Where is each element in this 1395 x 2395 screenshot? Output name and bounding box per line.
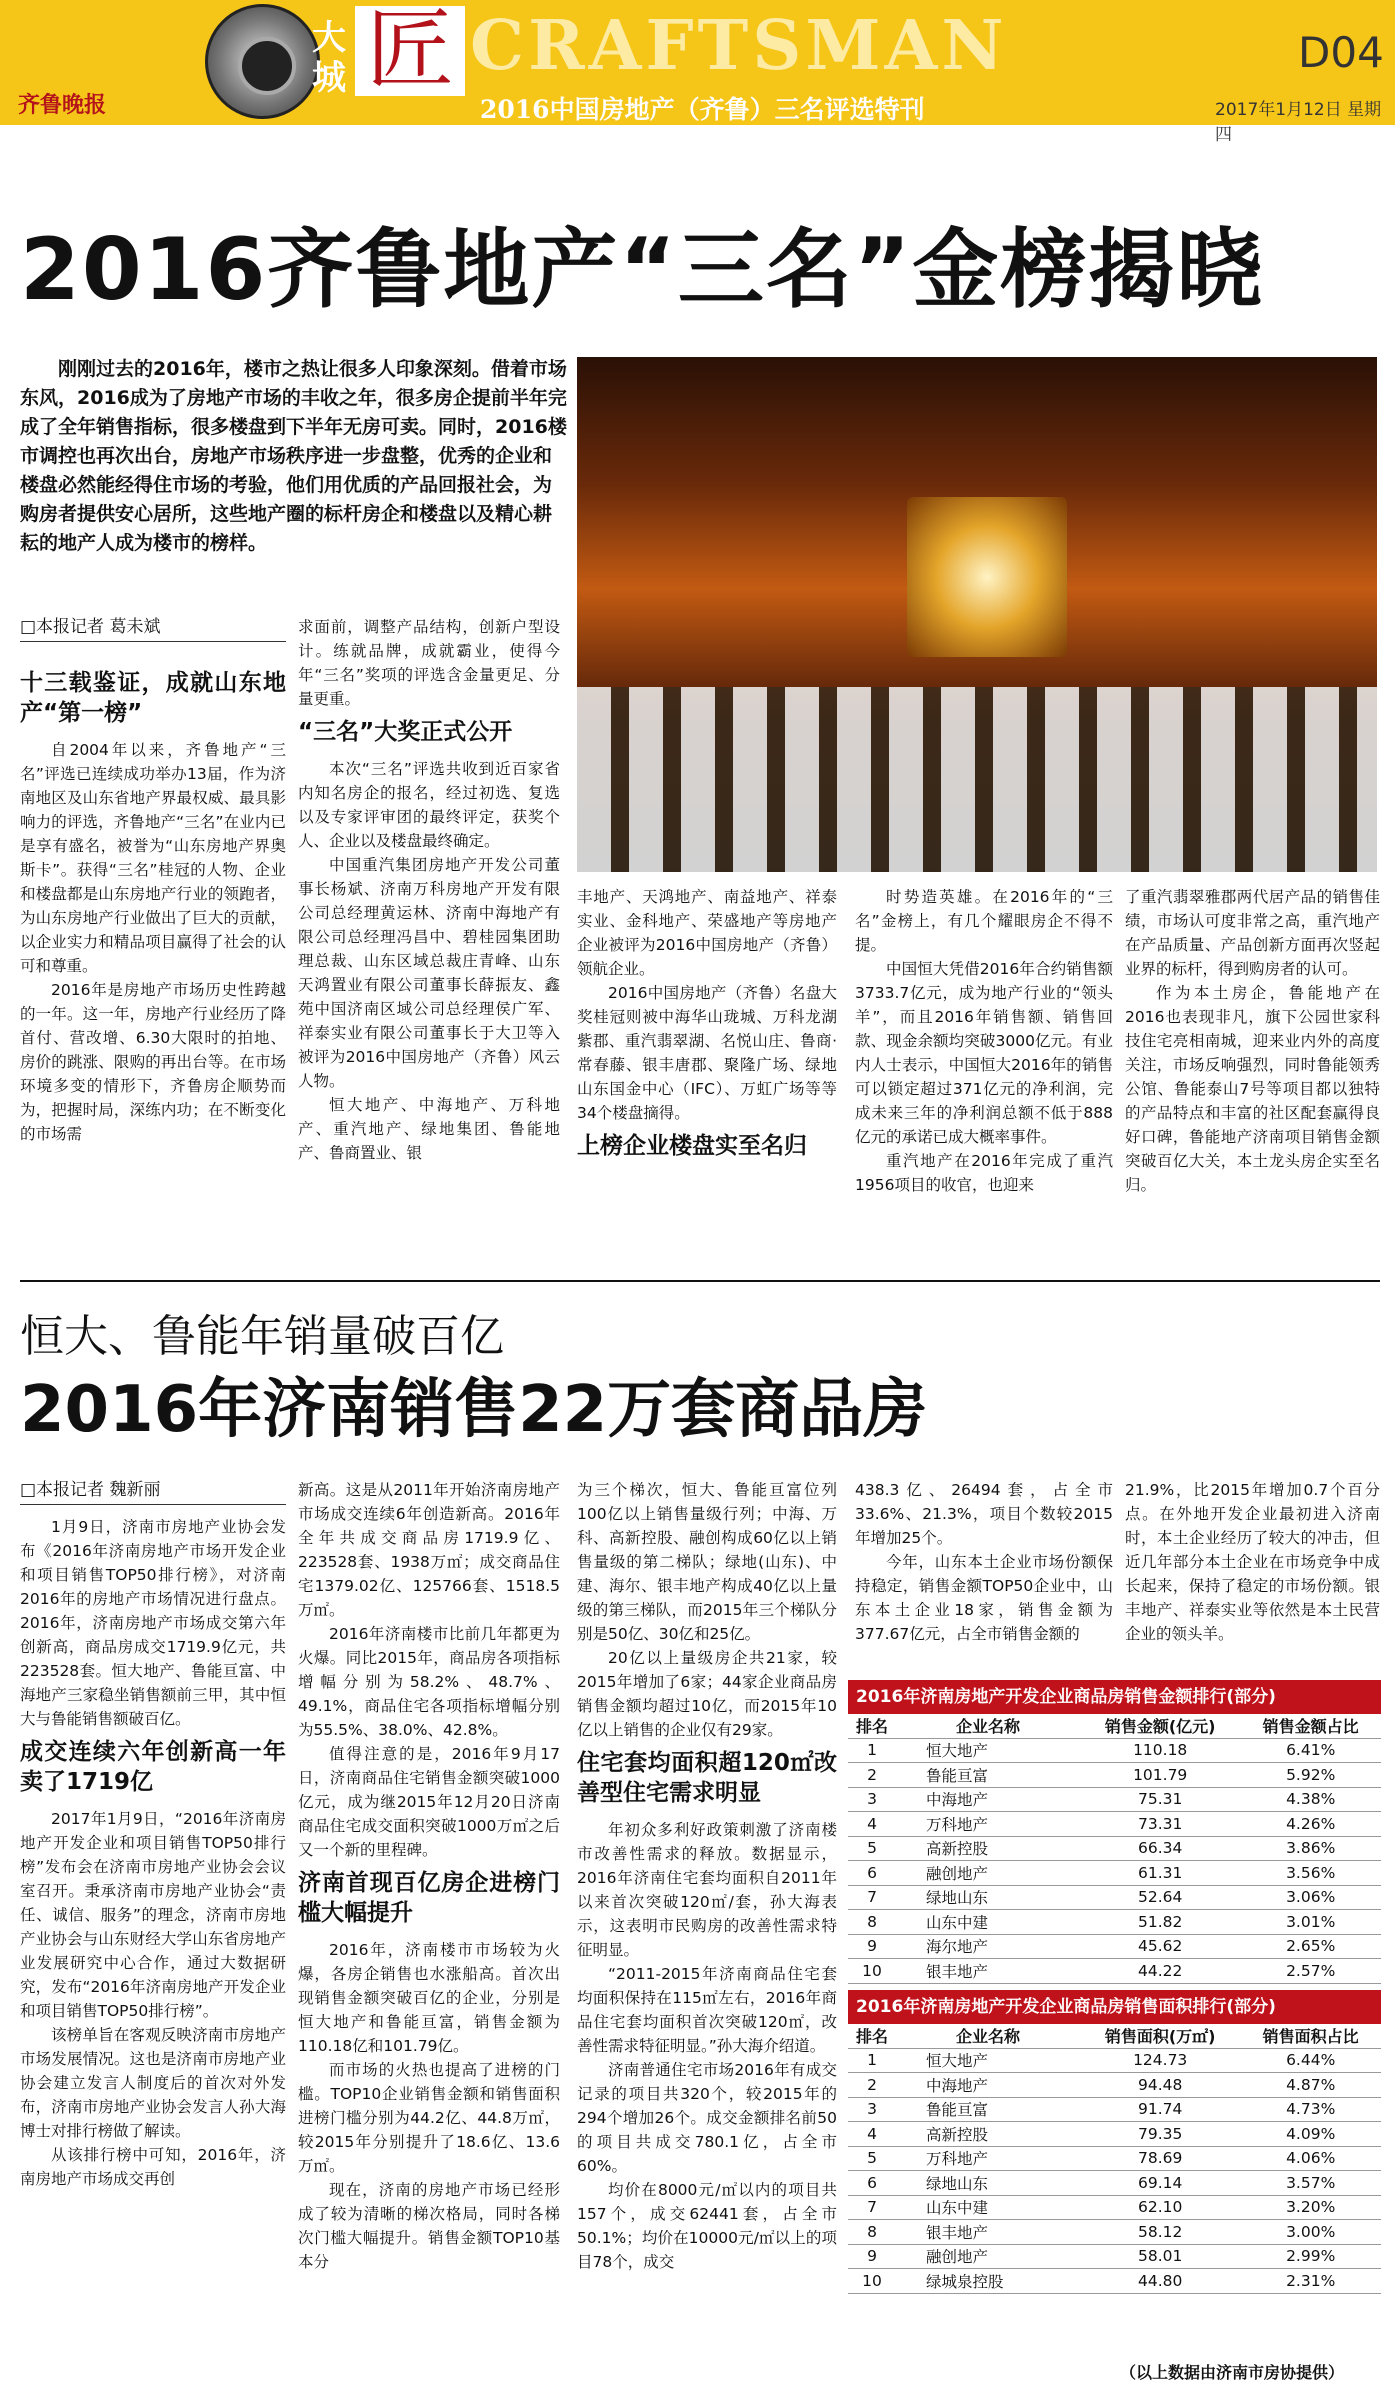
value-cell: 58.12 bbox=[1080, 2220, 1240, 2245]
rank-cell: 7 bbox=[848, 2195, 896, 2220]
column-header: 销售金额占比 bbox=[1240, 1714, 1381, 1738]
column-header: 销售面积占比 bbox=[1240, 2024, 1381, 2048]
share-cell: 4.38% bbox=[1240, 1787, 1381, 1812]
rank-cell: 2 bbox=[848, 1763, 896, 1788]
sales-amount-table bbox=[848, 1680, 1381, 1984]
rank-cell: 9 bbox=[848, 2244, 896, 2269]
company-cell: 海尔地产 bbox=[896, 1934, 1080, 1959]
subheading: “三名”大奖正式公开 bbox=[298, 719, 513, 745]
sales-area-table bbox=[848, 1990, 1381, 2294]
value-cell: 52.64 bbox=[1080, 1885, 1240, 1910]
value-cell: 94.48 bbox=[1080, 2073, 1240, 2098]
special-issue-title: 2016中国房地产（齐鲁）三名评选特刊 bbox=[480, 95, 925, 124]
table-row bbox=[848, 2244, 1381, 2269]
paragraph: 今年，山东本土企业市场份额保持稳定，销售金额TOP50企业中，山东本土企业18家，销售金额为377.67亿元，占全市销售金额的 bbox=[855, 1553, 1113, 1643]
paragraph: 438.3亿、26494套，占全市33.6%、21.3%，项目个数较2015年增加25个。 bbox=[855, 1481, 1113, 1547]
share-cell: 3.86% bbox=[1240, 1836, 1381, 1861]
share-cell: 3.01% bbox=[1240, 1910, 1381, 1935]
rank-cell: 4 bbox=[848, 1812, 896, 1837]
subheading: 济南首现百亿房企进榜门槛大幅提升 bbox=[298, 1870, 560, 1926]
paragraph: 中国恒大凭借2016年合约销售额3733.7亿元，成为地产行业的“领头羊”，而且2016年销售额、销售回款、现金余额均突破3000亿元。有业内人士表示，中国恒大2016年的销售可以锁定超过371亿元的净利润，完成未来三年的净利润总额不低于888亿元的承诺已成大概率事件。 bbox=[855, 960, 1113, 1146]
value-cell: 78.69 bbox=[1080, 2146, 1240, 2171]
rank-cell: 10 bbox=[848, 2269, 896, 2294]
rank-cell: 6 bbox=[848, 2171, 896, 2196]
paragraph: 2016年是房地产市场历史性跨越的一年。这一年，房地产行业经历了降首付、营改增、6.30大限时的拍地、房价的跳涨、限购的再出台等。在市场环境多变的情形下，齐鲁房企顺势而为，把握时局，深练内功；在不断变化的市场需 bbox=[20, 981, 286, 1143]
company-cell: 绿地山东 bbox=[896, 2171, 1080, 2196]
share-cell: 4.09% bbox=[1240, 2122, 1381, 2147]
audience-seats bbox=[577, 687, 1377, 872]
article2-column-5 bbox=[1125, 1478, 1380, 1646]
gear-logo-icon bbox=[205, 4, 320, 119]
subheading: 十三载鉴证，成就山东地产“第一榜” bbox=[20, 670, 286, 726]
table-title: 2016年济南房地产开发企业商品房销售金额排行(部分) bbox=[848, 1680, 1381, 1714]
value-cell: 110.18 bbox=[1080, 1738, 1240, 1763]
paper-name: 齐鲁晚报 bbox=[18, 92, 107, 118]
paragraph: 为三个梯次，恒大、鲁能亘富位列100亿以上销售量级行列；中海、万科、高新控股、融创构成60亿以上销售量级的第二梯队；绿地(山东)、中建、海尔、银丰地产构成40亿以上量级的第三梯队，而2015年三个梯队分别是50亿、30亿和25亿。 bbox=[577, 1481, 837, 1643]
column-header: 销售金额(亿元) bbox=[1080, 1714, 1240, 1738]
paragraph: 值得注意的是，2016年9月17日，济南商品住宅销售金额突破1000亿元，成为继2015年12月20日济南商品住宅成交面积突破1000万㎡之后又一个新的里程碑。 bbox=[298, 1745, 560, 1859]
table-row bbox=[848, 1738, 1381, 1763]
rank-cell: 2 bbox=[848, 2073, 896, 2098]
paragraph: “2011-2015年济南商品住宅套均面积保持在115㎡左右，2016年商品住宅套均面积首次突破120㎡，改善性需求特征明显。”孙大海介绍道。 bbox=[577, 1965, 837, 2055]
paragraph: 求面前，调整产品结构，创新户型设计。练就品牌，成就霸业，使得今年“三名”奖项的评选含金量更足、分量更重。 bbox=[298, 618, 560, 708]
table-row bbox=[848, 2122, 1381, 2147]
paragraph: 21.9%，比2015年增加0.7个百分点。在外地开发企业最初进入济南时，本土企业经历了较大的冲击，但近几年部分本土企业在市场竞争中成长起来，保持了稳定的市场份额。银丰地产、祥泰实业等依然是本土民营企业的领头羊。 bbox=[1125, 1481, 1380, 1643]
company-cell: 恒大地产 bbox=[896, 2048, 1080, 2073]
share-cell: 4.06% bbox=[1240, 2146, 1381, 2171]
company-cell: 高新控股 bbox=[896, 1836, 1080, 1861]
rank-cell: 9 bbox=[848, 1934, 896, 1959]
byline: □本报记者 魏新丽 bbox=[20, 1478, 286, 1505]
table-row bbox=[848, 2195, 1381, 2220]
rank-cell: 8 bbox=[848, 2220, 896, 2245]
share-cell: 2.65% bbox=[1240, 1934, 1381, 1959]
value-cell: 44.80 bbox=[1080, 2269, 1240, 2294]
value-cell: 69.14 bbox=[1080, 2171, 1240, 2196]
article2-column-1 bbox=[20, 1478, 286, 2191]
table-row bbox=[848, 2097, 1381, 2122]
stage-screen bbox=[907, 497, 1067, 657]
table-row bbox=[848, 1836, 1381, 1861]
table-row bbox=[848, 2269, 1381, 2294]
value-cell: 66.34 bbox=[1080, 1836, 1240, 1861]
intro-paragraph: 刚刚过去的2016年，楼市之热让很多人印象深刻。借着市场东风，2016成为了房地产市场的丰收之年，很多房企提前半年完成了全年销售指标，很多楼盘到下半年无房可卖。同时，2016楼市调控也再次出台，房地产市场秩序进一步盘整，优秀的企业和楼盘必然能经得住市场的考验，他们用优质的产品回报社会，为购房者提供安心居所，这些地产圈的标杆房企和楼盘以及精心耕耘的地产人成为楼市的榜样。 bbox=[20, 358, 567, 554]
value-cell: 51.82 bbox=[1080, 1910, 1240, 1935]
rank-cell: 1 bbox=[848, 2048, 896, 2073]
value-cell: 91.74 bbox=[1080, 2097, 1240, 2122]
subheading: 上榜企业楼盘实至名归 bbox=[577, 1133, 807, 1159]
table-row bbox=[848, 1861, 1381, 1886]
column-title: 大城 bbox=[312, 18, 346, 98]
paragraph: 重汽地产在2016年完成了重汽1956项目的收官，也迎来 bbox=[855, 1152, 1113, 1194]
event-photo bbox=[577, 357, 1377, 872]
subheading: 成交连续六年创新高一年卖了1719亿 bbox=[20, 1739, 286, 1795]
company-cell: 鲁能亘富 bbox=[896, 2097, 1080, 2122]
share-cell: 3.56% bbox=[1240, 1861, 1381, 1886]
column-header: 企业名称 bbox=[896, 1714, 1080, 1738]
company-cell: 银丰地产 bbox=[896, 1959, 1080, 1984]
rank-cell: 7 bbox=[848, 1885, 896, 1910]
article2-column-3 bbox=[577, 1478, 837, 2274]
paragraph: 20亿以上量级房企共21家，较2015年增加了6家；44家企业商品房销售金额均超过10亿，而2015年10亿以上销售的企业仅有29家。 bbox=[577, 1649, 837, 1739]
share-cell: 2.57% bbox=[1240, 1959, 1381, 1984]
value-cell: 79.35 bbox=[1080, 2122, 1240, 2147]
paragraph: 时势造英雄。在2016年的“三名”金榜上，有几个耀眼房企不得不提。 bbox=[855, 888, 1113, 954]
table-row bbox=[848, 1885, 1381, 1910]
rank-cell: 4 bbox=[848, 2122, 896, 2147]
company-cell: 高新控股 bbox=[896, 2122, 1080, 2147]
paragraph: 1月9日，济南市房地产业协会发布《2016年济南房地产市场开发企业和项目销售TOP50排行榜》，对济南2016年的房地产市场情况进行盘点。2016年，济南房地产市场成交第六年创新高，商品房成交1719.9亿元，共223528套。恒大地产、鲁能亘富、中海地产三家稳坐销售额前三甲，其中恒大与鲁能销售额破百亿。 bbox=[20, 1518, 286, 1728]
share-cell: 4.26% bbox=[1240, 1812, 1381, 1837]
table-row bbox=[848, 2048, 1381, 2073]
rank-cell: 1 bbox=[848, 1738, 896, 1763]
company-cell: 融创地产 bbox=[896, 1861, 1080, 1886]
company-cell: 中海地产 bbox=[896, 2073, 1080, 2098]
data-source-note: （以上数据由济南市房协提供） bbox=[1120, 2363, 1345, 2382]
paragraph: 从该排行榜中可知，2016年，济南房地产市场成交再创 bbox=[20, 2146, 286, 2188]
paragraph: 中国重汽集团房地产开发公司董事长杨斌、济南万科房地产开发有限公司总经理黄运林、济南中海地产有限公司总经理冯昌中、碧桂园集团助理总裁、山东区域总裁庄青峰、山东天鸿置业有限公司董事长薛振友、鑫苑中国济南区域公司总经理侯广军、祥泰实业有限公司董事长于大卫等入被评为2016中国房地产（齐鲁）风云人物。 bbox=[298, 856, 560, 1090]
page-number: D04 bbox=[1298, 28, 1384, 77]
article1-column-4 bbox=[855, 885, 1113, 1197]
article2-column-2 bbox=[298, 1478, 560, 2274]
rank-cell: 3 bbox=[848, 1787, 896, 1812]
rank-cell: 10 bbox=[848, 1959, 896, 1984]
subheading: 住宅套均面积超120㎡改善型住宅需求明显 bbox=[577, 1750, 837, 1806]
rank-cell: 5 bbox=[848, 2146, 896, 2171]
paragraph: 2016年济南楼市比前几年都更为火爆。同比2015年，商品房各项指标增幅分别为58.2%、48.7%、49.1%，商品住宅各项指标增幅分别为55.5%、38.0%、42.8%。 bbox=[298, 1625, 560, 1739]
value-cell: 45.62 bbox=[1080, 1934, 1240, 1959]
paragraph: 均价在8000元/㎡以内的项目共157个，成交62441套，占全市50.1%；均价在10000元/㎡以上的项目78个，成交 bbox=[577, 2181, 837, 2271]
article1-column-5 bbox=[1125, 885, 1380, 1197]
company-cell: 万科地产 bbox=[896, 2146, 1080, 2171]
table-row bbox=[848, 2171, 1381, 2196]
company-cell: 山东中建 bbox=[896, 2195, 1080, 2220]
value-cell: 75.31 bbox=[1080, 1787, 1240, 1812]
byline: □本报记者 葛未斌 bbox=[20, 615, 286, 642]
paragraph: 恒大地产、中海地产、万科地产、重汽地产、绿地集团、鲁能地产、鲁商置业、银 bbox=[298, 1096, 560, 1162]
share-cell: 3.20% bbox=[1240, 2195, 1381, 2220]
value-cell: 61.31 bbox=[1080, 1861, 1240, 1886]
value-cell: 62.10 bbox=[1080, 2195, 1240, 2220]
share-cell: 2.99% bbox=[1240, 2244, 1381, 2269]
share-cell: 3.57% bbox=[1240, 2171, 1381, 2196]
value-cell: 124.73 bbox=[1080, 2048, 1240, 2073]
table-row bbox=[848, 1812, 1381, 1837]
table-row bbox=[848, 1910, 1381, 1935]
table-row bbox=[848, 1787, 1381, 1812]
company-cell: 银丰地产 bbox=[896, 2220, 1080, 2245]
paragraph: 该榜单旨在客观反映济南市房地产市场发展情况。这也是济南市房地产业协会建立发言人制度后的首次对外发布，济南市房地产业协会发言人孙大海博士对排行榜做了解读。 bbox=[20, 2026, 286, 2140]
paragraph: 作为本土房企，鲁能地产在2016也表现非凡，旗下公园世家科技住宅亮相南城，迎来业内外的高度关注，市场反响强烈，同时鲁能领秀公馆、鲁能泰山7号等项目都以独特的产品特点和丰富的社区配套赢得良好口碑，鲁能地产济南项目销售金额突破百亿大关，本土龙头房企实至名归。 bbox=[1125, 984, 1380, 1194]
column-header: 企业名称 bbox=[896, 2024, 1080, 2048]
rank-cell: 6 bbox=[848, 1861, 896, 1886]
article1-intro bbox=[20, 355, 570, 558]
value-cell: 44.22 bbox=[1080, 1959, 1240, 1984]
share-cell: 5.92% bbox=[1240, 1763, 1381, 1788]
paragraph: 2017年1月9日，“2016年济南房地产开发企业和项目销售TOP50排行榜”发布会在济南市房地产业协会会议室召开。秉承济南市房地产业协会“责任、诚信、服务”的理念，济南市房地产业协会与山东财经大学山东省房地产业发展研究中心合作，通过大数据研究，发布“2016年济南房地产开发企业和项目销售TOP50排行榜”。 bbox=[20, 1810, 286, 2020]
table-header-row bbox=[848, 2024, 1381, 2048]
article1-column-2 bbox=[298, 615, 560, 1165]
share-cell: 6.44% bbox=[1240, 2048, 1381, 2073]
company-cell: 绿城泉控股 bbox=[896, 2269, 1080, 2294]
table-title: 2016年济南房地产开发企业商品房销售面积排行(部分) bbox=[848, 1990, 1381, 2024]
table-row bbox=[848, 1934, 1381, 1959]
share-cell: 6.41% bbox=[1240, 1738, 1381, 1763]
column-header: 排名 bbox=[848, 2024, 896, 2048]
table-row bbox=[848, 2073, 1381, 2098]
table-row bbox=[848, 1763, 1381, 1788]
rank-cell: 5 bbox=[848, 1836, 896, 1861]
column-char: 匠 bbox=[365, 0, 454, 101]
paragraph: 而市场的火热也提高了进榜的门槛。TOP10企业销售金额和销售面积进榜门槛分别为44.2亿、44.8万㎡，较2015年分别提升了18.6亿、13.6万㎡。 bbox=[298, 2061, 560, 2175]
company-cell: 山东中建 bbox=[896, 1910, 1080, 1935]
article1-column-1 bbox=[20, 615, 286, 1146]
main-headline: 2016齐鲁地产“三名”金榜揭晓 bbox=[20, 220, 1265, 320]
share-cell: 2.31% bbox=[1240, 2269, 1381, 2294]
company-cell: 中海地产 bbox=[896, 1787, 1080, 1812]
column-header: 排名 bbox=[848, 1714, 896, 1738]
article1-column-3 bbox=[577, 885, 837, 1171]
article2-kicker: 恒大、鲁能年销量破百亿 bbox=[20, 1311, 504, 1362]
value-cell: 101.79 bbox=[1080, 1763, 1240, 1788]
paragraph: 了重汽翡翠雅郡两代居产品的销售佳绩，市场认可度非常之高，重汽地产在产品质量、产品创新方面再次竖起业界的标杆，得到购房者的认可。 bbox=[1125, 888, 1380, 978]
table-header-row bbox=[848, 1714, 1381, 1738]
company-cell: 绿地山东 bbox=[896, 1885, 1080, 1910]
share-cell: 4.73% bbox=[1240, 2097, 1381, 2122]
rank-cell: 3 bbox=[848, 2097, 896, 2122]
column-header: 销售面积(万㎡) bbox=[1080, 2024, 1240, 2048]
column-english: CRAFTSMAN bbox=[470, 6, 1008, 86]
rank-cell: 8 bbox=[848, 1910, 896, 1935]
company-cell: 万科地产 bbox=[896, 1812, 1080, 1837]
share-cell: 3.00% bbox=[1240, 2220, 1381, 2245]
share-cell: 3.06% bbox=[1240, 1885, 1381, 1910]
paragraph: 2016年，济南楼市市场较为火爆，各房企销售也水涨船高。首次出现销售金额突破百亿的企业，分别是恒大地产和鲁能亘富，销售金额为110.18亿和101.79亿。 bbox=[298, 1941, 560, 2055]
paragraph: 丰地产、天鸿地产、南益地产、祥泰实业、金科地产、荣盛地产等房地产企业被评为2016中国房地产（齐鲁）领航企业。 bbox=[577, 888, 837, 978]
paragraph: 年初众多利好政策刺激了济南楼市改善性需求的释放。数据显示，2016年济南住宅套均面积自2011年以来首次突破120㎡/套，孙大海表示，这表明市民购房的改善性需求特征明显。 bbox=[577, 1821, 837, 1959]
paragraph: 新高。这是从2011年开始济南房地产市场成交连续6年创造新高。2016年全年共成交商品房1719.9亿、223528套、1938万㎡；成交商品住宅1379.02亿、125766套、1518.5万㎡。 bbox=[298, 1481, 560, 1619]
paragraph: 现在，济南的房地产市场已经形成了较为清晰的梯次格局，同时各梯次门槛大幅提升。销售金额TOP10基本分 bbox=[298, 2181, 560, 2271]
share-cell: 4.87% bbox=[1240, 2073, 1381, 2098]
table-row bbox=[848, 1959, 1381, 1984]
article2-column-4 bbox=[855, 1478, 1113, 1646]
company-cell: 鲁能亘富 bbox=[896, 1763, 1080, 1788]
paragraph: 自2004年以来，齐鲁地产“三名”评选已连续成功举办13届，作为济南地区及山东省地产界最权威、最具影响力的评选，齐鲁地产“三名”在业内已是享有盛名，被誉为“山东房地产界奥斯卡”。获得“三名”桂冠的人物、企业和楼盘都是山东房地产行业的领跑者，为山东房地产行业做出了巨大的贡献，以企业实力和精品项目赢得了社会的认可和尊重。 bbox=[20, 741, 286, 975]
value-cell: 73.31 bbox=[1080, 1812, 1240, 1837]
article2-headline: 2016年济南销售22万套商品房 bbox=[20, 1373, 928, 1447]
table-row bbox=[848, 2146, 1381, 2171]
table-row bbox=[848, 2220, 1381, 2245]
paragraph: 2016中国房地产（齐鲁）名盘大奖桂冠则被中海华山珑城、万科龙湖紫郡、重汽翡翠湖、名悦山庄、鲁商·常春藤、银丰唐郡、聚隆广场、绿地山东国金中心（IFC）、万虹广场等等34个楼盘摘得。 bbox=[577, 984, 837, 1122]
company-cell: 融创地产 bbox=[896, 2244, 1080, 2269]
paragraph: 济南普通住宅市场2016年有成交记录的项目共320个，较2015年的294个增加26个。成交金额排名前50的项目共成交780.1亿，占全市60%。 bbox=[577, 2061, 837, 2175]
section-divider bbox=[20, 1280, 1380, 1282]
paragraph: 本次“三名”评选共收到近百家省内知名房企的报名，经过初选、复选以及专家评审团的最终评定，获奖个人、企业以及楼盘最终确定。 bbox=[298, 760, 560, 850]
value-cell: 58.01 bbox=[1080, 2244, 1240, 2269]
company-cell: 恒大地产 bbox=[896, 1738, 1080, 1763]
issue-date: 2017年1月12日 星期四 bbox=[1215, 100, 1382, 145]
